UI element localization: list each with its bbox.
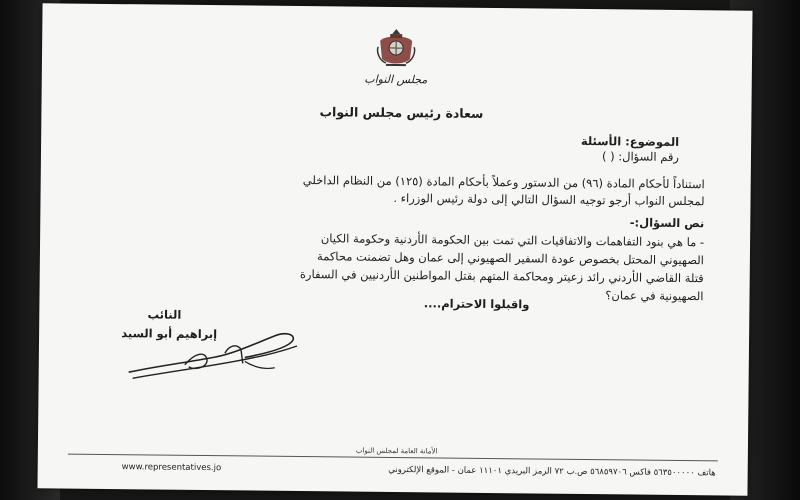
question-text-line-1: - ما هي بنود التفاهمات والاتفاقيات التي تمت بين الحكومة الأردنية وحكومة الكيان xyxy=(320,231,705,250)
jordan-coat-of-arms-icon xyxy=(374,25,418,69)
letter-recipient: سعادة رئيس مجلس النواب xyxy=(319,104,484,121)
question-text-line-2: الصهيوني المحتل بخصوص عودة السفير الصهيوني إلى عمان وهل تضمنت محاكمة xyxy=(316,249,704,268)
letter-subject: الموضوع: الأسئلة xyxy=(580,133,680,149)
letterhead-name: مجلس النواب xyxy=(364,72,428,87)
letter-body-line-1: استناداً لأحكام المادة (٩٦) من الدستور وعملاً بأحكام المادة (١٢٥) من النظام الداخلي xyxy=(302,173,705,192)
letter-closing: واقبلوا الاحترام.... xyxy=(423,296,530,312)
footer-website: www.representatives.jo xyxy=(121,462,222,474)
question-number: رقم السؤال: ( ) xyxy=(601,149,680,164)
question-text-line-4: الصهيونية في عمان؟ xyxy=(605,288,704,304)
signatory-title: النائب xyxy=(147,307,182,322)
handwritten-signature xyxy=(125,322,306,386)
letter-page xyxy=(37,3,752,495)
signatory-name: إبراهيم أبو السيد xyxy=(121,326,218,342)
footer-header: الأمانة العامة لمجلس النواب xyxy=(355,446,438,456)
letter-body-line-2: لمجلس النواب أرجو توجيه السؤال التالي إلى دولة رئيس الوزراء . xyxy=(393,190,705,209)
question-label: نص السؤال:- xyxy=(629,215,705,231)
question-text-line-3: قتلة القاضي الأردني رائد زعيتر ومحاكمة المتهم بقتل المواطنين الأردنيين في السفارة xyxy=(299,267,704,286)
footer-address: هاتف ٥٦٣٥٠٠٠٠٠ فاكس ٥٦٨٥٩٧٠٦ ص.ب ٧٢ الرمز البريدي ١١١٠١ عمان - الموقع الإلكتروني xyxy=(388,464,716,479)
footer xyxy=(122,462,716,478)
